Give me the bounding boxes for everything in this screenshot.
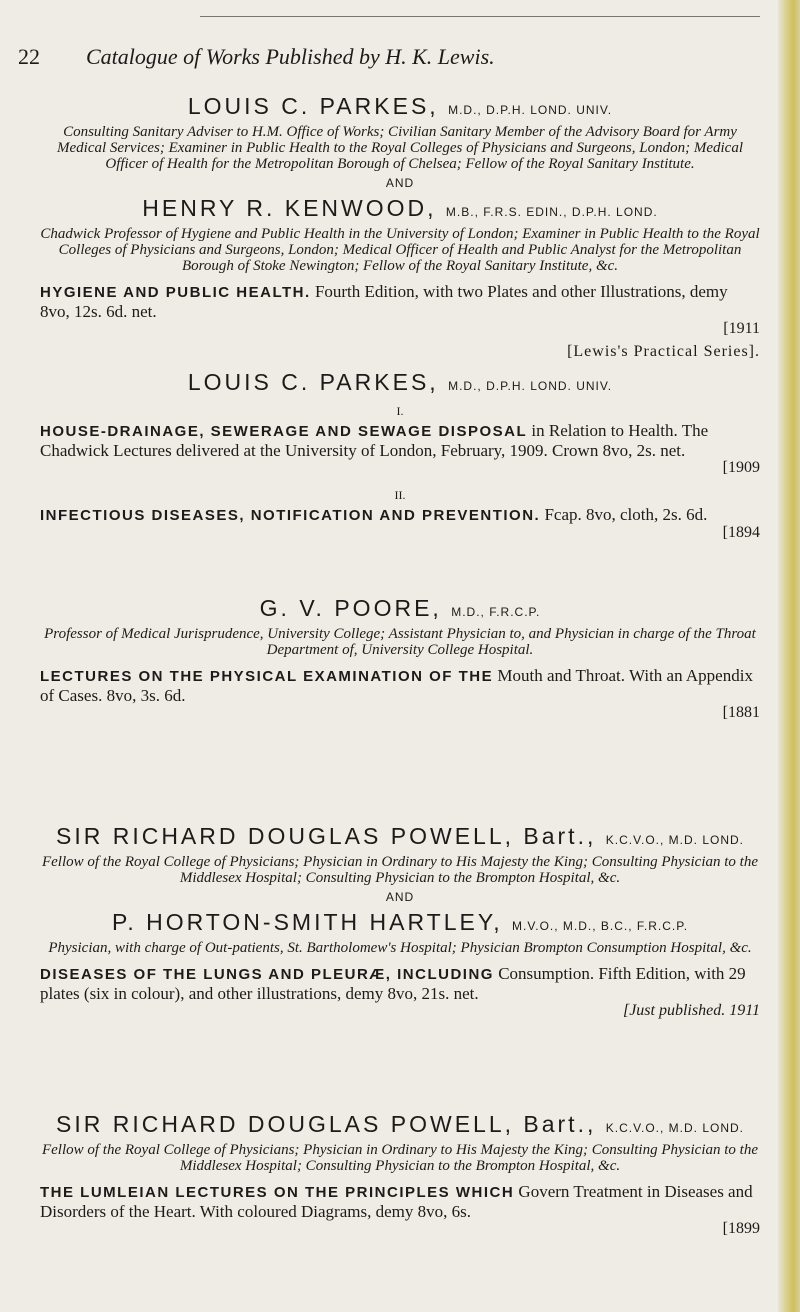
author-credentials: Fellow of the Royal College of Physicians; Physician in Ordinary to His Majesty the King; Consulting Physician to the Middlesex Hospital; Consulting Physician to the Brompton Hospital, &c. (41, 854, 758, 886)
header-rule (200, 16, 760, 17)
book-description: Consumption. Fifth Edition, with 29 plates (six in colour), and other illustrations, demy 8vo, 21s. net. (40, 964, 746, 1003)
author-name: SIR RICHARD DOUGLAS POWELL, Bart., K.C.V.O., M.D. LOND. (55, 823, 744, 849)
entry-parkes (40, 368, 760, 541)
publication-year: [Just published. 1911 (622, 1002, 760, 1019)
book-title: INFECTIOUS DISEASES, NOTIFICATION AND PREVENTION. (40, 507, 541, 524)
author-name: G. V. POORE, M.D., F.R.C.P. (259, 595, 541, 621)
author-credentials: Chadwick Professor of Hygiene and Public Health in the University of London; Examiner in Public Health to the Royal Colleges of Physicians and Surgeons, London; Medical Officer of Health and Public Analyst for the Metropolitan Borough of Stoke Newington; Fellow of the Royal Sanitary Institute, &c. (40, 226, 760, 274)
book-description: in Relation to Health. The Chadwick Lectures delivered at the University of London, February, 1909. Crown 8vo, 2s. net. (40, 421, 709, 460)
book-number: I. (396, 404, 404, 418)
series-name: [Lewis's Practical Series]. (567, 343, 760, 360)
author-credentials: Professor of Medical Jurisprudence, University College; Assistant Physician to, and Physician in charge of the Throat Department of, University College Hospital. (44, 626, 756, 658)
publication-year: [1894 (722, 524, 760, 541)
running-title: Catalogue of Works Published by H. K. Lewis. (86, 44, 495, 69)
entry-poore (40, 594, 760, 721)
publication-year: [1899 (722, 1220, 760, 1237)
publication-year: [1881 (722, 704, 760, 721)
entry-powell-hartley (40, 822, 760, 1019)
entry-powell (40, 1110, 760, 1237)
page-number: 22 (18, 44, 40, 69)
book-title: DISEASES OF THE LUNGS AND PLEURÆ, INCLUDING (40, 966, 494, 983)
and-separator: AND (385, 890, 415, 904)
book-listing (40, 666, 760, 705)
book-description: Fcap. 8vo, cloth, 2s. 6d. (540, 505, 708, 524)
page-edge (778, 0, 800, 1312)
author-credentials: Physician, with charge of Out-patients, St. Bartholomew's Hospital; Physician Brompton Consumption Hospital, &c. (48, 940, 752, 956)
book-listing (40, 1182, 760, 1221)
and-separator: AND (385, 176, 415, 190)
book-listing (40, 964, 760, 1003)
book-listing (40, 505, 760, 525)
book-description: Govern Treatment in Diseases and Disorders of the Heart. With coloured Diagrams, demy 8vo, 6s. (40, 1182, 753, 1221)
book-listing (40, 421, 760, 460)
entry-parkes-kenwood (40, 92, 760, 361)
author-credentials: Consulting Sanitary Adviser to H.M. Office of Works; Civilian Sanitary Member of the Advisory Board for Army Medical Services; Examiner in Public Health to the Royal Colleges of Physicians and Surgeons, London; Medical Officer of Health for the Metropolitan Borough of Chelsea; Fellow of the Royal Sanitary Institute. (57, 124, 743, 172)
book-title: LECTURES ON THE PHYSICAL EXAMINATION OF THE (40, 668, 494, 685)
author-credentials: Fellow of the Royal College of Physicians; Physician in Ordinary to His Majesty the King; Consulting Physician to the Middlesex Hospital; Consulting Physician to the Brompton Hospital, &c. (41, 1142, 758, 1174)
book-description: Fourth Edition, with two Plates and other Illustrations, demy 8vo, 12s. 6d. net. (40, 282, 728, 321)
author-name: LOUIS C. PARKES, M.D., D.P.H. LOND. UNIV. (187, 369, 613, 395)
book-title: HYGIENE AND PUBLIC HEALTH. (40, 284, 311, 301)
author-name: LOUIS C. PARKES, M.D., D.P.H. LOND. UNIV. (187, 93, 613, 119)
author-name: HENRY R. KENWOOD, M.B., F.R.S. EDIN., D.P.H. LOND. (142, 195, 658, 221)
book-number: II. (394, 488, 406, 502)
author-name: P. HORTON-SMITH HARTLEY, M.V.O., M.D., B.C., F.R.C.P. (111, 909, 689, 935)
book-title: THE LUMLEIAN LECTURES ON THE PRINCIPLES WHICH (40, 1184, 515, 1201)
publication-year: [1909 (722, 459, 760, 476)
book-description: Mouth and Throat. With an Appendix of Cases. 8vo, 3s. 6d. (40, 666, 753, 705)
author-name: SIR RICHARD DOUGLAS POWELL, Bart., K.C.V.O., M.D. LOND. (55, 1111, 744, 1137)
book-listing (40, 282, 760, 321)
book-title: HOUSE-DRAINAGE, SEWERAGE AND SEWAGE DISPOSAL (40, 423, 528, 440)
publication-year: [1911 (723, 320, 760, 337)
